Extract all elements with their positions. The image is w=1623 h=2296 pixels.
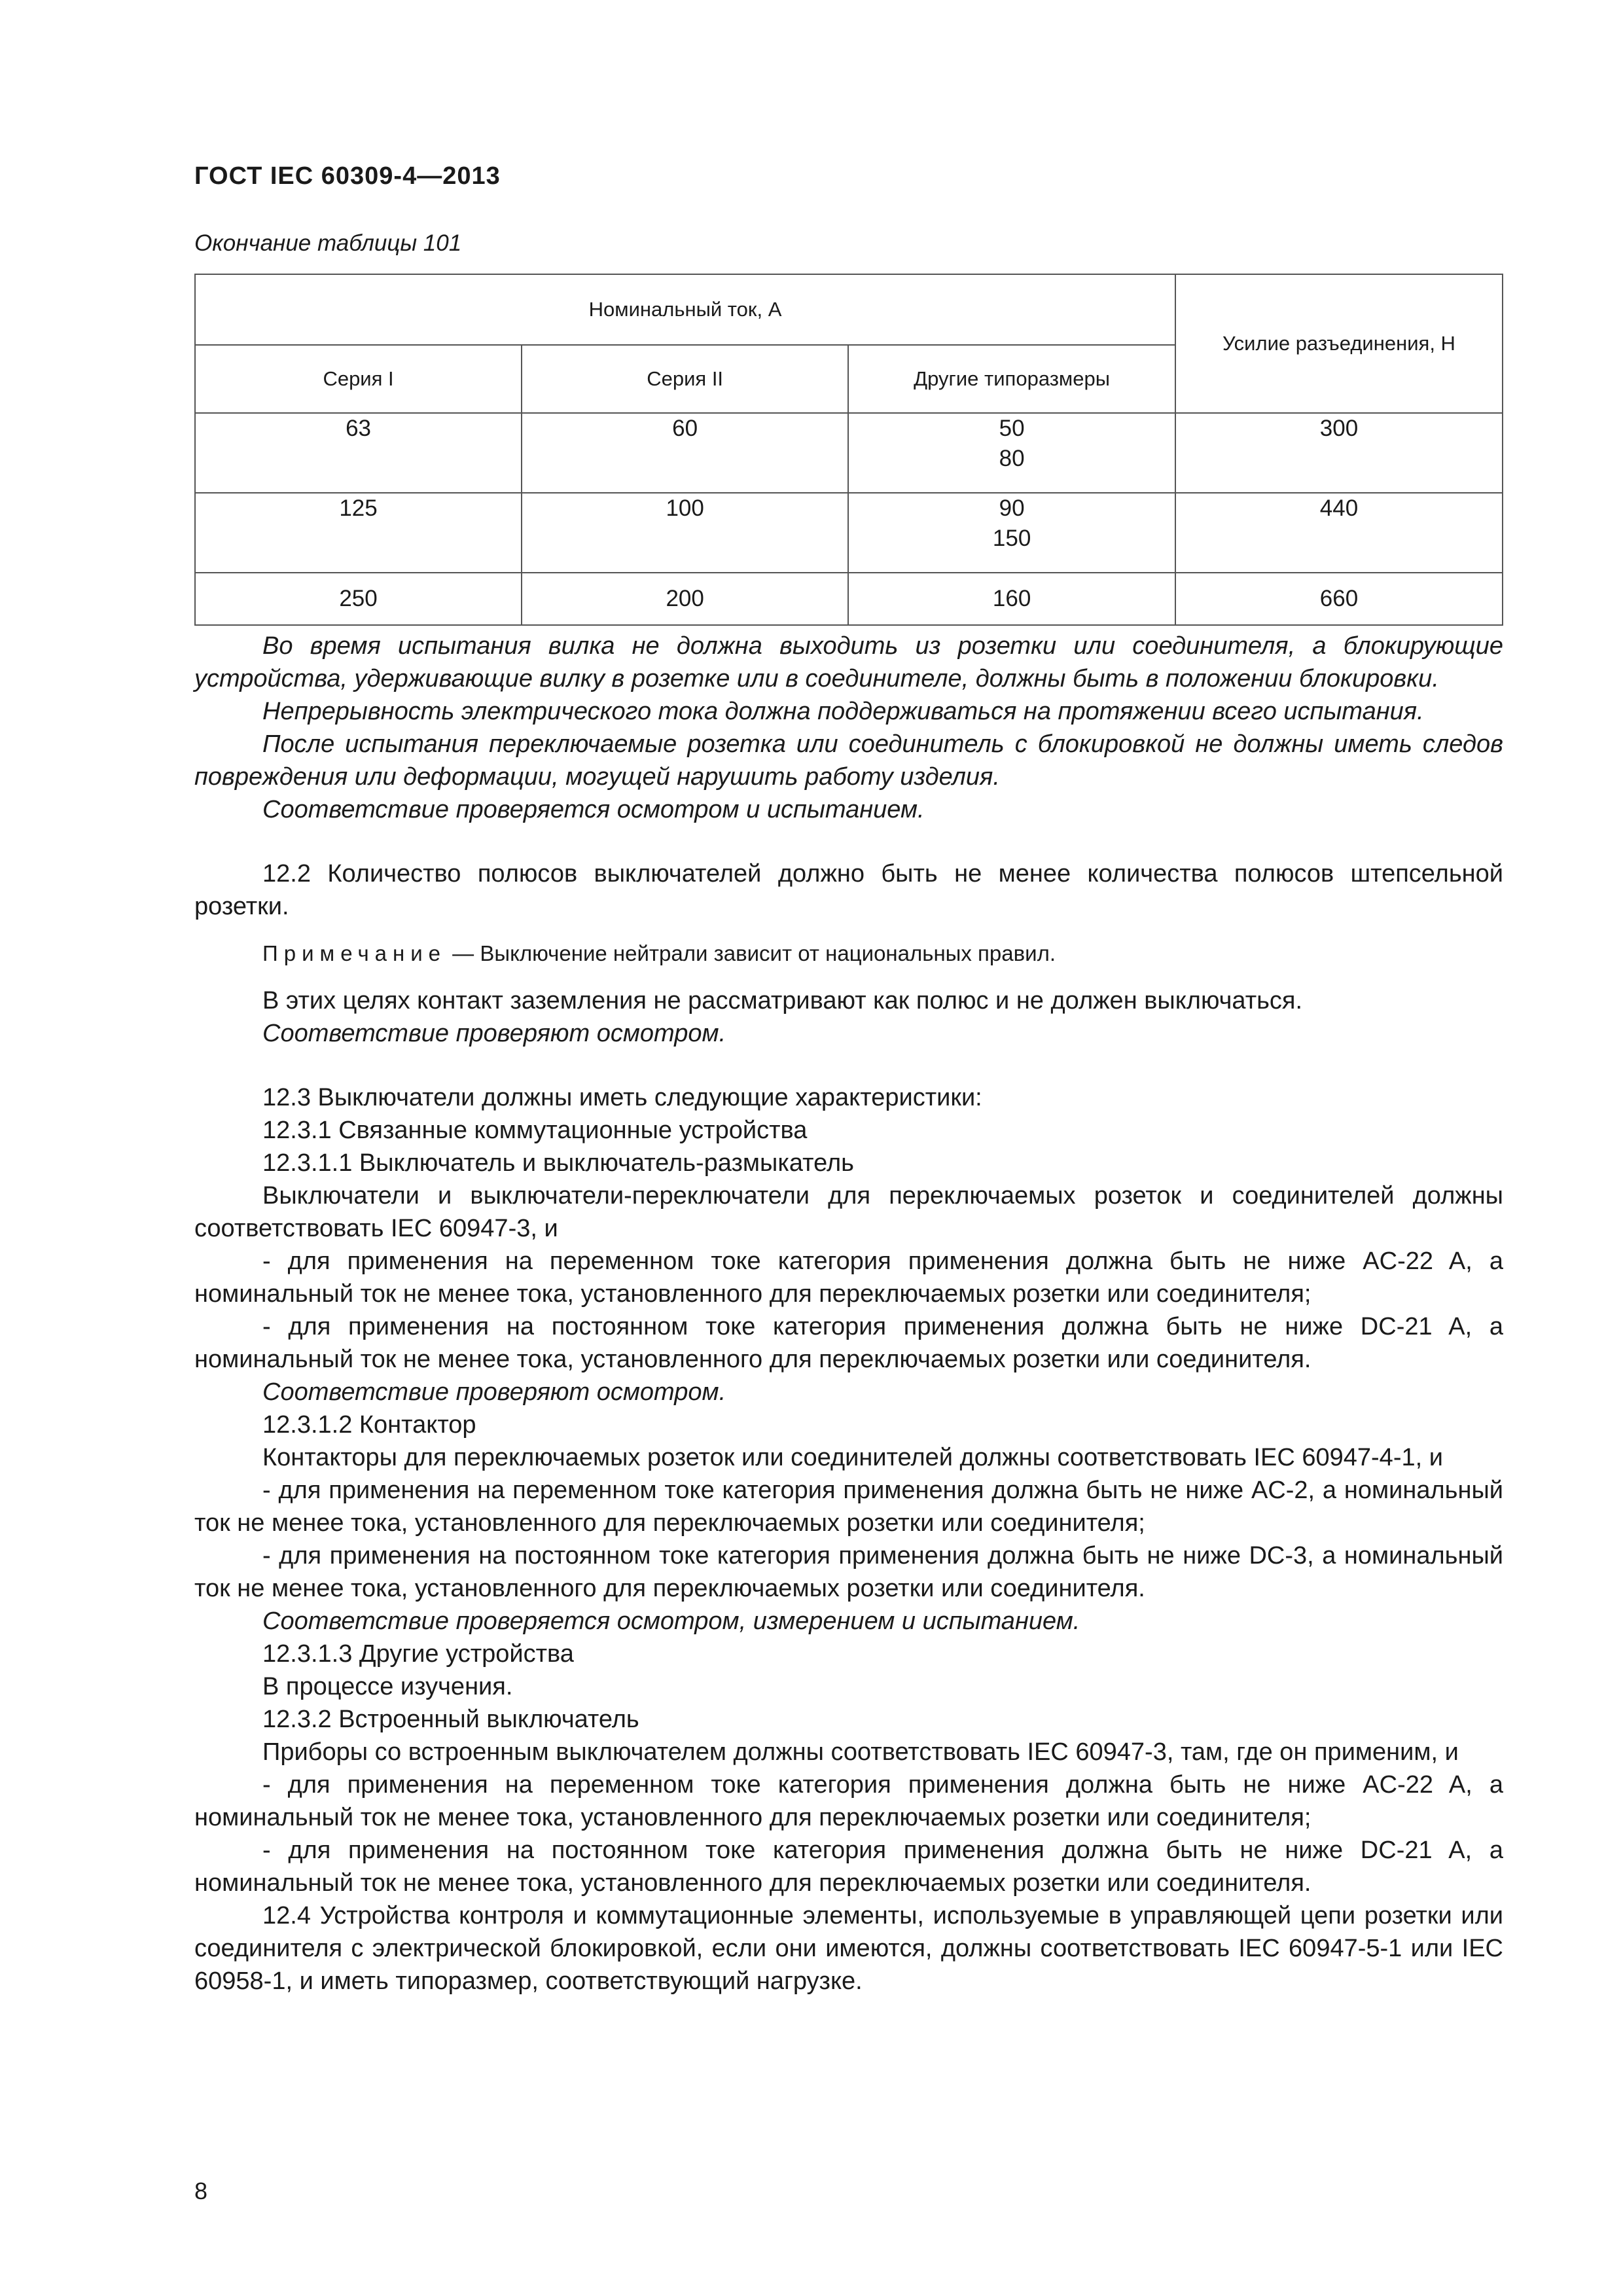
force-header: Усилие разъединения, Н <box>1175 274 1503 413</box>
paragraph: Непрерывность электрического тока должна поддерживаться на протяжении всего испытания. <box>262 698 1424 725</box>
cell-force: 660 <box>1175 573 1503 625</box>
cell-series-1: 63 <box>195 413 522 493</box>
paragraph: Приборы со встроенным выключателем должны соответствовать IEC 60947-3, там, где он применим, и <box>262 1738 1459 1766</box>
compliance-note: Соответствие проверяется осмотром и испытанием. <box>262 796 925 823</box>
cell-series-2: 200 <box>522 573 848 625</box>
cell-other-sizes: 160 <box>848 573 1175 625</box>
table-row <box>195 413 1503 493</box>
rated-current-header: Номинальный ток, А <box>195 274 1175 345</box>
list-item: - для применения на переменном токе категория применения должна быть не ниже AC-22 A, а номинальный ток не менее тока, установленного для переключаемых розетки или соединителя; <box>194 1771 1503 1831</box>
list-item: - для применения на постоянном токе категория применения должна быть не ниже DC-21 A, а номинальный ток не менее тока, установленного для переключаемых розетки или соединителя. <box>194 1837 1503 1897</box>
paragraph: Контакторы для переключаемых розеток или соединителей должны соответствовать IEC 60947-4-1, и <box>262 1444 1443 1471</box>
cell-other-sizes: 50 80 <box>848 413 1175 493</box>
page-number: 8 <box>194 2178 208 2204</box>
clause-12-3-1-1: 12.3.1.1 Выключатель и выключатель-размыкатель <box>262 1149 854 1177</box>
clause-12-2: 12.2 Количество полюсов выключателей должно быть не менее количества полюсов штепсельной розетки. <box>194 860 1503 920</box>
note-text: — Выключение нейтрали зависит от национальных правил. <box>446 941 1056 965</box>
table-caption: Окончание таблицы 101 <box>194 230 462 256</box>
compliance-note: Соответствие проверяется осмотром, измерением и испытанием. <box>262 1607 1080 1635</box>
series-2-header: Серия II <box>522 345 848 413</box>
list-item: - для применения на переменном токе категория применения должна быть не ниже AC-2, а номинальный ток не менее тока, установленного для переключаемых розетки или соединителя; <box>194 1477 1503 1537</box>
note-label: Примечание <box>262 941 447 965</box>
disconnection-force-table <box>194 274 1503 626</box>
clause-12-3: 12.3 Выключатели должны иметь следующие характеристики: <box>262 1084 982 1111</box>
compliance-note: Соответствие проверяют осмотром. <box>262 1020 726 1047</box>
note <box>194 937 1503 970</box>
clause-12-4: 12.4 Устройства контроля и коммутационные элементы, используемые в управляющей цепи розетки или соединителя с электрической блокировкой, если они имеются, должны соответствовать IEC 60947-5-1 или IEC 60958-1, и иметь типоразмер, соответствующий нагрузке. <box>194 1902 1503 1995</box>
series-1-header: Серия I <box>195 345 522 413</box>
list-item: - для применения на переменном токе категория применения должна быть не ниже AC-22 A, а номинальный ток не менее тока, установленного для переключаемых розетки или соединителя; <box>194 1247 1503 1308</box>
list-item: - для применения на постоянном токе категория применения должна быть не ниже DC-3, а номинальный ток не менее тока, установленного для переключаемых розетки или соединителя. <box>194 1542 1503 1602</box>
table-row <box>195 493 1503 573</box>
cell-series-2: 100 <box>522 493 848 573</box>
paragraph: В процессе изучения. <box>262 1673 513 1700</box>
cell-force: 440 <box>1175 493 1503 573</box>
clause-12-3-1: 12.3.1 Связанные коммутационные устройства <box>262 1117 808 1144</box>
list-item: - для применения на постоянном токе категория применения должна быть не ниже DC-21 A, а номинальный ток не менее тока, установленного для переключаемых розетки или соединителя. <box>194 1313 1503 1373</box>
clause-12-3-1-3: 12.3.1.3 Другие устройства <box>262 1640 574 1668</box>
paragraph: Выключатели и выключатели-переключатели для переключаемых розеток и соединителей должны соответствовать IEC 60947-3, и <box>194 1182 1503 1242</box>
cell-other-sizes: 90 150 <box>848 493 1175 573</box>
cell-series-1: 250 <box>195 573 522 625</box>
paragraph: После испытания переключаемые розетка или соединитель с блокировкой не должны иметь следов повреждения или деформации, могущей нарушить работу изделия. <box>194 730 1503 791</box>
cell-series-2: 60 <box>522 413 848 493</box>
cell-series-1: 125 <box>195 493 522 573</box>
paragraph: Во время испытания вилка не должна выходить из розетки или соединителя, а блокирующие устройства, удерживающие вилку в розетке или в соединителе, должны быть в положении блокировки. <box>194 632 1503 692</box>
body-text <box>194 630 1503 1998</box>
cell-force: 300 <box>1175 413 1503 493</box>
document-title: ГОСТ IEC 60309-4—2013 <box>194 162 501 190</box>
clause-12-3-1-2: 12.3.1.2 Контактор <box>262 1411 476 1439</box>
other-sizes-header: Другие типоразмеры <box>848 345 1175 413</box>
compliance-note: Соответствие проверяют осмотром. <box>262 1378 726 1406</box>
paragraph: В этих целях контакт заземления не рассматривают как полюс и не должен выключаться. <box>262 987 1303 1014</box>
clause-12-3-2: 12.3.2 Встроенный выключатель <box>262 1706 639 1733</box>
table-row <box>195 573 1503 625</box>
